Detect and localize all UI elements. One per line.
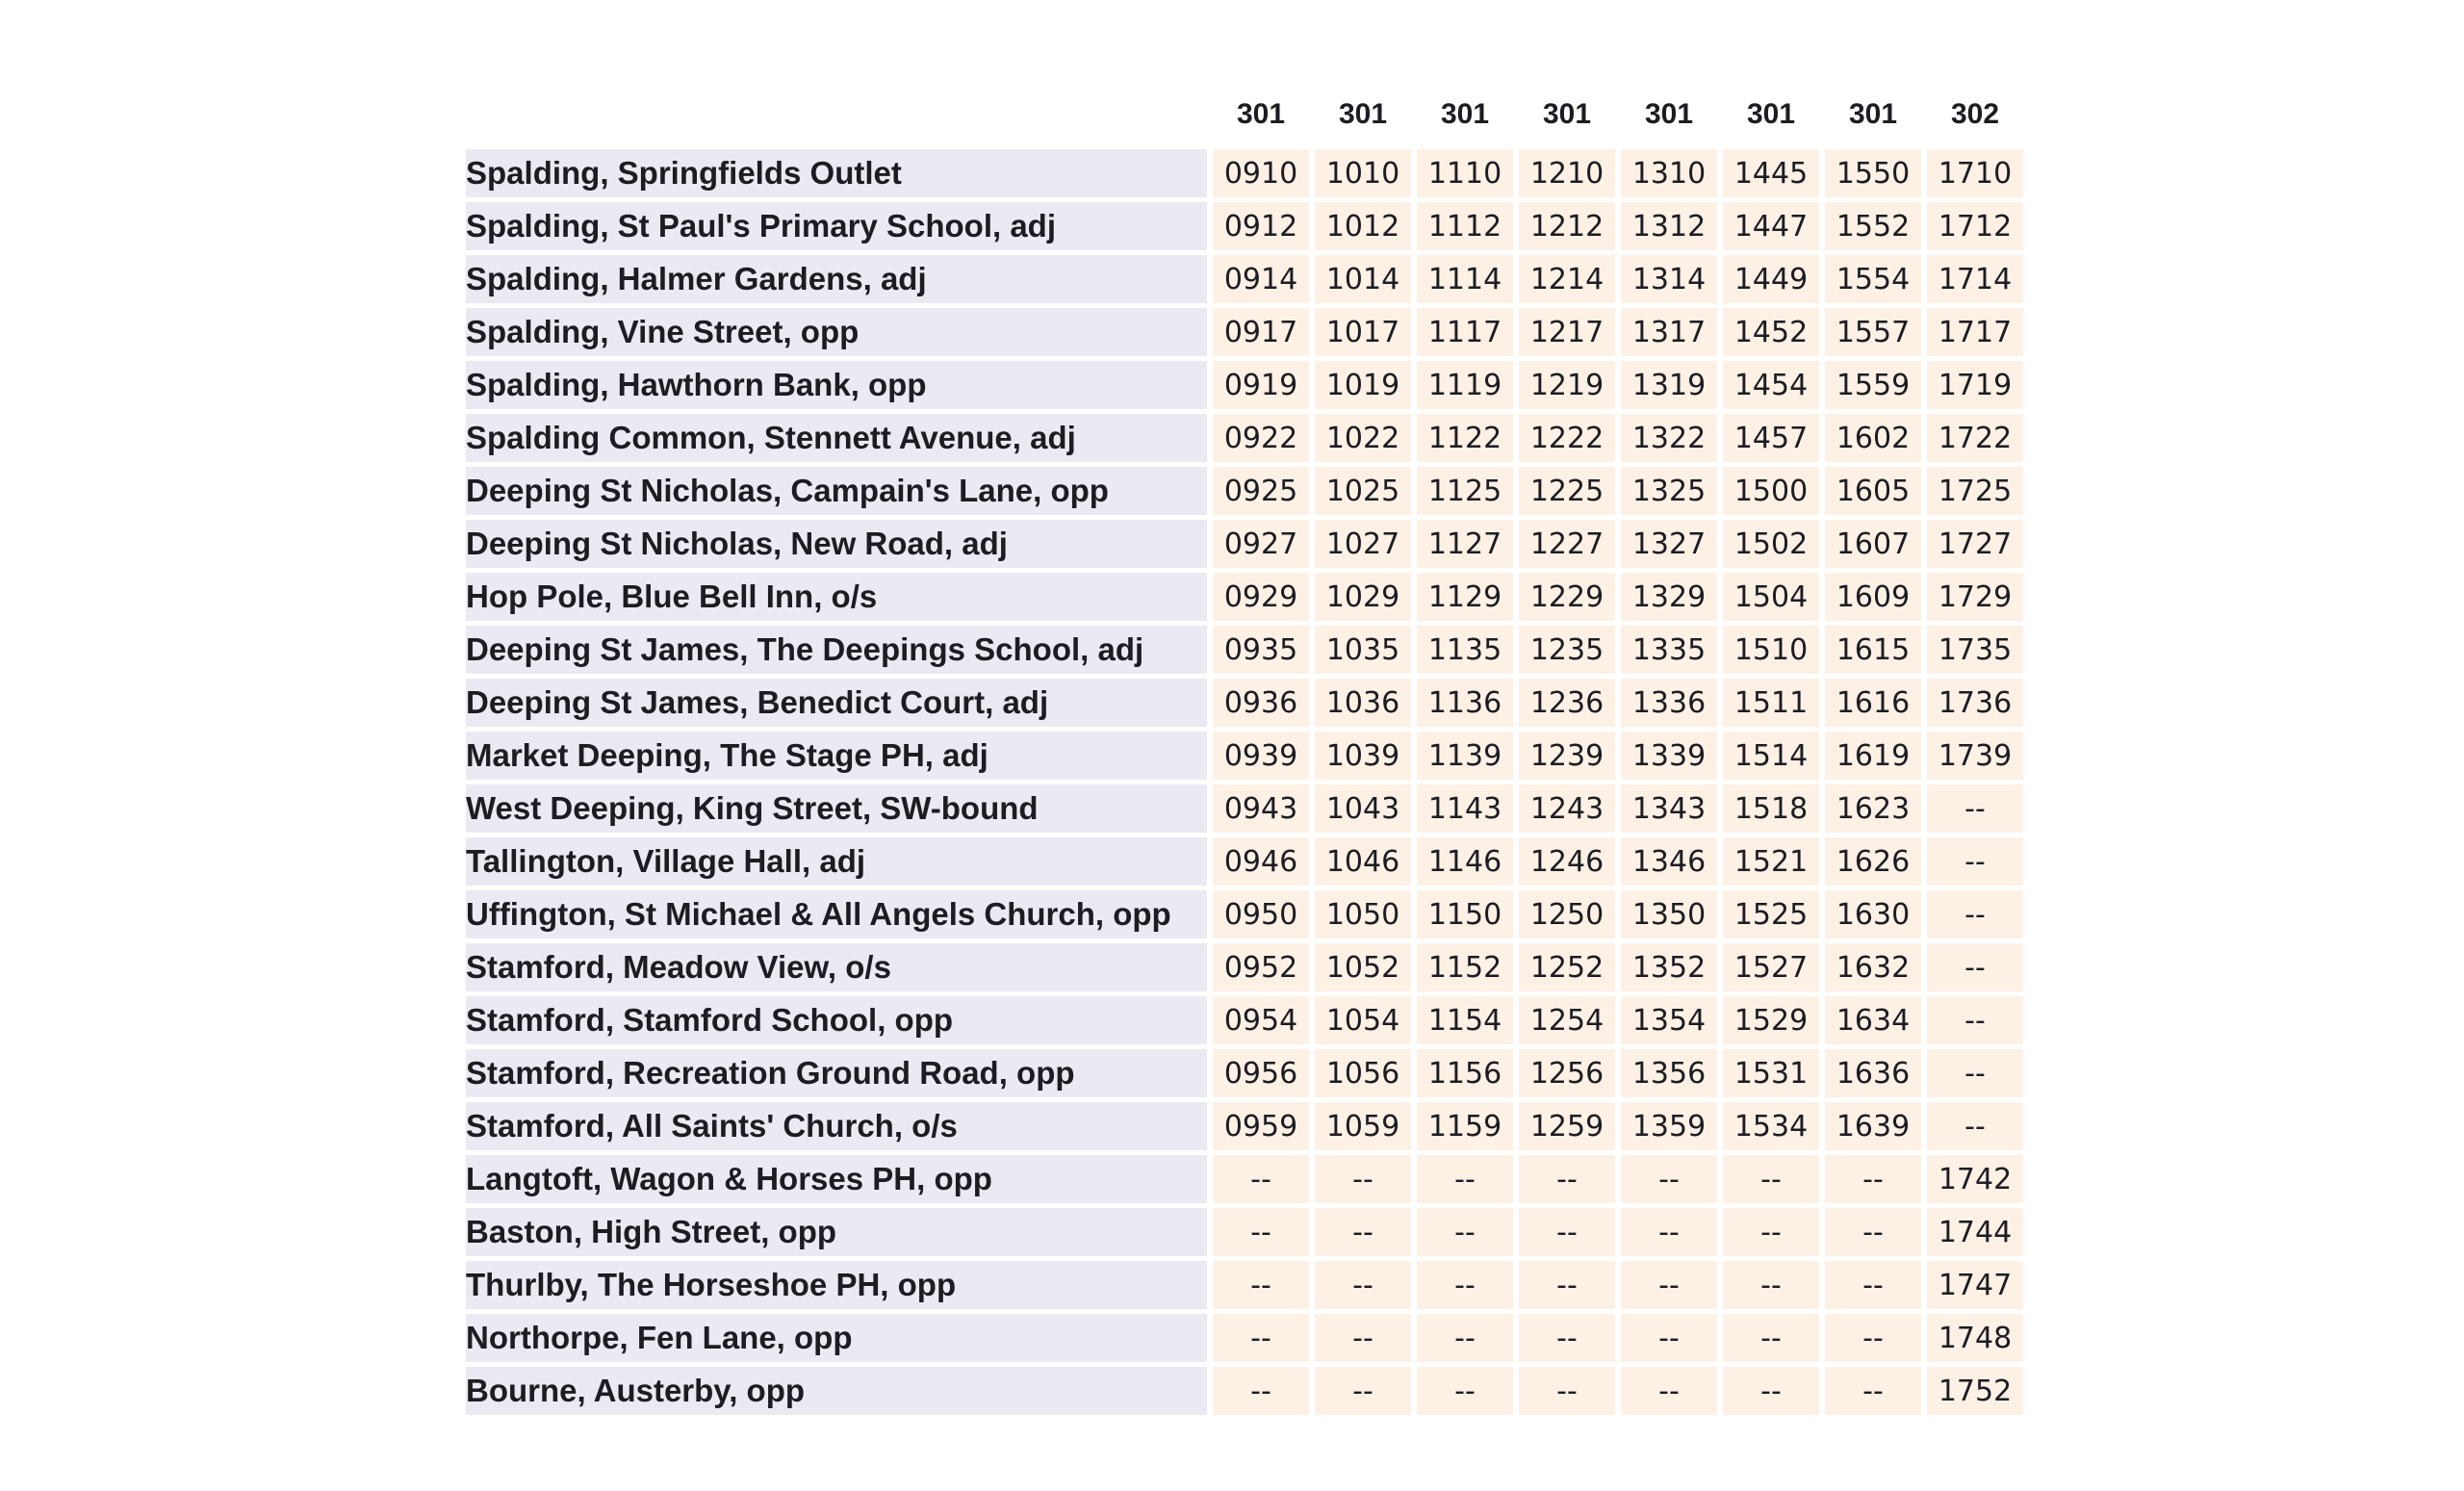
departure-time: 1550: [1825, 149, 1921, 197]
departure-time: 1335: [1621, 626, 1717, 674]
departure-time: 1146: [1417, 837, 1513, 886]
departure-time: 1246: [1519, 837, 1615, 886]
departure-time: 1136: [1417, 679, 1513, 727]
departure-time: 1356: [1621, 1049, 1717, 1097]
departure-time: --: [1723, 1261, 1819, 1309]
departure-time: 1514: [1723, 732, 1819, 780]
departure-time: 1214: [1519, 255, 1615, 303]
departure-time: 0912: [1213, 202, 1309, 250]
departure-time: --: [1519, 1261, 1615, 1309]
departure-time: 1127: [1417, 520, 1513, 568]
departure-time: 1639: [1825, 1102, 1921, 1150]
departure-time: --: [1417, 1367, 1513, 1415]
departure-time: --: [1825, 1314, 1921, 1362]
departure-time: 1510: [1723, 626, 1819, 674]
departure-time: --: [1315, 1261, 1411, 1309]
stop-name: Baston, High Street, opp: [466, 1208, 1207, 1256]
header-corner: [466, 85, 1207, 144]
departure-time: 1454: [1723, 361, 1819, 409]
departure-time: 0914: [1213, 255, 1309, 303]
departure-time: --: [1213, 1261, 1309, 1309]
departure-time: 1630: [1825, 890, 1921, 938]
stop-name: Market Deeping, The Stage PH, adj: [466, 732, 1207, 780]
departure-time: 1222: [1519, 414, 1615, 462]
departure-time: 1744: [1927, 1208, 2023, 1256]
departure-time: 0956: [1213, 1049, 1309, 1097]
departure-time: 0917: [1213, 308, 1309, 356]
departure-time: --: [1621, 1261, 1717, 1309]
departure-time: 1531: [1723, 1049, 1819, 1097]
departure-time: 1752: [1927, 1367, 2023, 1415]
departure-time: --: [1621, 1155, 1717, 1203]
stop-name: Spalding Common, Stennett Avenue, adj: [466, 414, 1207, 462]
departure-time: 1052: [1315, 943, 1411, 991]
departure-time: 1314: [1621, 255, 1717, 303]
stop-name: Bourne, Austerby, opp: [466, 1367, 1207, 1415]
departure-time: 0943: [1213, 784, 1309, 833]
departure-time: 1748: [1927, 1314, 2023, 1362]
departure-time: --: [1621, 1314, 1717, 1362]
departure-time: 0935: [1213, 626, 1309, 674]
departure-time: 1336: [1621, 679, 1717, 727]
departure-time: 1354: [1621, 996, 1717, 1044]
departure-time: --: [1315, 1314, 1411, 1362]
table-row: [466, 784, 2023, 833]
departure-time: 1022: [1315, 414, 1411, 462]
departure-time: 1636: [1825, 1049, 1921, 1097]
departure-time: 1714: [1927, 255, 2023, 303]
departure-time: --: [1315, 1208, 1411, 1256]
stop-name: Spalding, St Paul's Primary School, adj: [466, 202, 1207, 250]
table-row: [466, 1261, 2023, 1309]
table-row: [466, 626, 2023, 674]
departure-time: 1035: [1315, 626, 1411, 674]
table-row: [466, 361, 2023, 409]
departure-time: 1632: [1825, 943, 1921, 991]
departure-time: 0954: [1213, 996, 1309, 1044]
departure-time: 1552: [1825, 202, 1921, 250]
departure-time: 1139: [1417, 732, 1513, 780]
departure-time: 1615: [1825, 626, 1921, 674]
departure-time: 1554: [1825, 255, 1921, 303]
table-row: [466, 996, 2023, 1044]
departure-time: 1725: [1927, 467, 2023, 515]
route-number: 301: [1542, 98, 1592, 130]
departure-time: 1525: [1723, 890, 1819, 938]
route-number: 301: [1746, 98, 1796, 130]
departure-time: 1602: [1825, 414, 1921, 462]
departure-time: 1609: [1825, 573, 1921, 621]
departure-time: --: [1825, 1208, 1921, 1256]
departure-time: 1027: [1315, 520, 1411, 568]
departure-time: 1250: [1519, 890, 1615, 938]
departure-time: 1452: [1723, 308, 1819, 356]
departure-time: 1736: [1927, 679, 2023, 727]
departure-time: 1110: [1417, 149, 1513, 197]
departure-time: 1521: [1723, 837, 1819, 886]
departure-time: 1457: [1723, 414, 1819, 462]
departure-time: 1159: [1417, 1102, 1513, 1150]
departure-time: 1719: [1927, 361, 2023, 409]
departure-time: 1019: [1315, 361, 1411, 409]
table-row: [466, 1208, 2023, 1256]
departure-time: --: [1927, 1049, 2023, 1097]
departure-time: --: [1723, 1314, 1819, 1362]
departure-time: 1152: [1417, 943, 1513, 991]
departure-time: 1010: [1315, 149, 1411, 197]
table-row: [466, 679, 2023, 727]
departure-time: 1310: [1621, 149, 1717, 197]
departure-time: --: [1417, 1155, 1513, 1203]
departure-time: --: [1417, 1208, 1513, 1256]
route-number: 302: [1950, 98, 2000, 130]
departure-time: --: [1927, 784, 2023, 833]
departure-time: --: [1213, 1155, 1309, 1203]
stop-name: Spalding, Hawthorn Bank, opp: [466, 361, 1207, 409]
table-row: [466, 837, 2023, 886]
table-row: [466, 573, 2023, 621]
departure-time: 1017: [1315, 308, 1411, 356]
departure-time: 1339: [1621, 732, 1717, 780]
departure-time: 1154: [1417, 996, 1513, 1044]
departure-time: 1129: [1417, 573, 1513, 621]
stop-name: Thurlby, The Horseshoe PH, opp: [466, 1261, 1207, 1309]
departure-time: 0936: [1213, 679, 1309, 727]
table-row: [466, 308, 2023, 356]
departure-time: 1056: [1315, 1049, 1411, 1097]
departure-time: 1219: [1519, 361, 1615, 409]
departure-time: 1050: [1315, 890, 1411, 938]
departure-time: 1143: [1417, 784, 1513, 833]
departure-time: 0929: [1213, 573, 1309, 621]
departure-time: 1557: [1825, 308, 1921, 356]
departure-time: --: [1927, 996, 2023, 1044]
departure-time: 1122: [1417, 414, 1513, 462]
stop-name: West Deeping, King Street, SW-bound: [466, 784, 1207, 833]
departure-time: 1623: [1825, 784, 1921, 833]
departure-time: --: [1621, 1367, 1717, 1415]
departure-time: --: [1723, 1155, 1819, 1203]
departure-time: --: [1927, 943, 2023, 991]
departure-time: 0910: [1213, 149, 1309, 197]
departure-time: --: [1825, 1367, 1921, 1415]
departure-time: 1119: [1417, 361, 1513, 409]
departure-time: 1329: [1621, 573, 1717, 621]
table-row: [466, 1155, 2023, 1203]
route-number: 301: [1644, 98, 1694, 130]
stop-name: Langtoft, Wagon & Horses PH, opp: [466, 1155, 1207, 1203]
departure-time: 1722: [1927, 414, 2023, 462]
departure-time: --: [1213, 1367, 1309, 1415]
route-number-row: [466, 85, 2023, 144]
departure-time: 1346: [1621, 837, 1717, 886]
departure-time: 1447: [1723, 202, 1819, 250]
departure-time: 1502: [1723, 520, 1819, 568]
stop-name: Northorpe, Fen Lane, opp: [466, 1314, 1207, 1362]
departure-time: 1747: [1927, 1261, 2023, 1309]
stop-name: Deeping St James, The Deepings School, adj: [466, 626, 1207, 674]
departure-time: 1559: [1825, 361, 1921, 409]
departure-time: 1605: [1825, 467, 1921, 515]
departure-time: 0919: [1213, 361, 1309, 409]
stop-name: Deeping St Nicholas, New Road, adj: [466, 520, 1207, 568]
departure-time: --: [1519, 1155, 1615, 1203]
departure-time: 1039: [1315, 732, 1411, 780]
departure-time: --: [1213, 1208, 1309, 1256]
departure-time: --: [1927, 837, 2023, 886]
table-row: [466, 732, 2023, 780]
stop-name: Spalding, Halmer Gardens, adj: [466, 255, 1207, 303]
departure-time: 1012: [1315, 202, 1411, 250]
table-row: [466, 1314, 2023, 1362]
departure-time: 1229: [1519, 573, 1615, 621]
table-row: [466, 1049, 2023, 1097]
stop-name: Deeping St Nicholas, Campain's Lane, opp: [466, 467, 1207, 515]
departure-time: 0952: [1213, 943, 1309, 991]
departure-time: 1256: [1519, 1049, 1615, 1097]
departure-time: 1616: [1825, 679, 1921, 727]
table-row: [466, 1102, 2023, 1150]
departure-time: 1626: [1825, 837, 1921, 886]
departure-time: --: [1825, 1261, 1921, 1309]
departure-time: 1729: [1927, 573, 2023, 621]
departure-time: 0950: [1213, 890, 1309, 938]
departure-time: 1742: [1927, 1155, 2023, 1203]
departure-time: 1236: [1519, 679, 1615, 727]
table-row: [466, 149, 2023, 197]
stop-name: Stamford, Stamford School, opp: [466, 996, 1207, 1044]
bus-timetable: [460, 80, 2029, 1420]
departure-time: --: [1621, 1208, 1717, 1256]
table-row: [466, 414, 2023, 462]
departure-time: 1327: [1621, 520, 1717, 568]
departure-time: 1239: [1519, 732, 1615, 780]
departure-time: --: [1519, 1314, 1615, 1362]
stop-name: Tallington, Village Hall, adj: [466, 837, 1207, 886]
stop-name: Hop Pole, Blue Bell Inn, o/s: [466, 573, 1207, 621]
departure-time: 1243: [1519, 784, 1615, 833]
departure-time: 1710: [1927, 149, 2023, 197]
departure-time: 1325: [1621, 467, 1717, 515]
departure-time: 1036: [1315, 679, 1411, 727]
departure-time: 1322: [1621, 414, 1717, 462]
departure-time: 1112: [1417, 202, 1513, 250]
departure-time: 1607: [1825, 520, 1921, 568]
route-number: 301: [1440, 98, 1490, 130]
departure-time: --: [1315, 1367, 1411, 1415]
departure-time: 1054: [1315, 996, 1411, 1044]
departure-time: 1014: [1315, 255, 1411, 303]
departure-time: 0927: [1213, 520, 1309, 568]
departure-time: 1319: [1621, 361, 1717, 409]
departure-time: --: [1927, 1102, 2023, 1150]
departure-time: 1252: [1519, 943, 1615, 991]
table-row: [466, 520, 2023, 568]
departure-time: --: [1417, 1314, 1513, 1362]
departure-time: 0959: [1213, 1102, 1309, 1150]
departure-time: 1534: [1723, 1102, 1819, 1150]
route-number: 301: [1338, 98, 1388, 130]
departure-time: 0946: [1213, 837, 1309, 886]
departure-time: 1259: [1519, 1102, 1615, 1150]
stop-name: Stamford, All Saints' Church, o/s: [466, 1102, 1207, 1150]
departure-time: 1135: [1417, 626, 1513, 674]
departure-time: 1114: [1417, 255, 1513, 303]
table-row: [466, 467, 2023, 515]
departure-time: 1504: [1723, 573, 1819, 621]
departure-time: 1059: [1315, 1102, 1411, 1150]
departure-time: 1500: [1723, 467, 1819, 515]
departure-time: 0939: [1213, 732, 1309, 780]
departure-time: --: [1417, 1261, 1513, 1309]
departure-time: 1212: [1519, 202, 1615, 250]
table-row: [466, 1367, 2023, 1415]
departure-time: 1350: [1621, 890, 1717, 938]
departure-time: 1352: [1621, 943, 1717, 991]
departure-time: --: [1213, 1314, 1309, 1362]
route-number: 301: [1236, 98, 1286, 130]
departure-time: 1359: [1621, 1102, 1717, 1150]
departure-time: --: [1927, 890, 2023, 938]
departure-time: --: [1315, 1155, 1411, 1203]
departure-time: 1217: [1519, 308, 1615, 356]
departure-time: 1449: [1723, 255, 1819, 303]
timetable-header: [466, 85, 2023, 144]
departure-time: 1445: [1723, 149, 1819, 197]
departure-time: --: [1825, 1155, 1921, 1203]
departure-time: 1712: [1927, 202, 2023, 250]
stop-name: Deeping St James, Benedict Court, adj: [466, 679, 1207, 727]
departure-time: 1529: [1723, 996, 1819, 1044]
departure-time: 1227: [1519, 520, 1615, 568]
table-row: [466, 255, 2023, 303]
table-row: [466, 202, 2023, 250]
departure-time: 1117: [1417, 308, 1513, 356]
stop-name: Uffington, St Michael & All Angels Church, opp: [466, 890, 1207, 938]
departure-time: 1317: [1621, 308, 1717, 356]
departure-time: 1125: [1417, 467, 1513, 515]
departure-time: 1518: [1723, 784, 1819, 833]
departure-time: --: [1723, 1208, 1819, 1256]
route-number: 301: [1848, 98, 1898, 130]
departure-time: 1619: [1825, 732, 1921, 780]
departure-time: 1025: [1315, 467, 1411, 515]
departure-time: 1210: [1519, 149, 1615, 197]
departure-time: 1312: [1621, 202, 1717, 250]
stop-name: Spalding, Springfields Outlet: [466, 149, 1207, 197]
stop-name: Stamford, Recreation Ground Road, opp: [466, 1049, 1207, 1097]
departure-time: --: [1723, 1367, 1819, 1415]
departure-time: 1235: [1519, 626, 1615, 674]
departure-time: 1254: [1519, 996, 1615, 1044]
departure-time: 0925: [1213, 467, 1309, 515]
stop-name: Spalding, Vine Street, opp: [466, 308, 1207, 356]
stop-name: Stamford, Meadow View, o/s: [466, 943, 1207, 991]
departure-time: --: [1519, 1367, 1615, 1415]
departure-time: 1156: [1417, 1049, 1513, 1097]
table-row: [466, 890, 2023, 938]
departure-time: 1735: [1927, 626, 2023, 674]
departure-time: 1739: [1927, 732, 2023, 780]
departure-time: 1527: [1723, 943, 1819, 991]
departure-time: 1043: [1315, 784, 1411, 833]
departure-time: --: [1519, 1208, 1615, 1256]
departure-time: 1046: [1315, 837, 1411, 886]
departure-time: 1225: [1519, 467, 1615, 515]
departure-time: 1511: [1723, 679, 1819, 727]
departure-time: 1150: [1417, 890, 1513, 938]
departure-time: 1343: [1621, 784, 1717, 833]
departure-time: 1634: [1825, 996, 1921, 1044]
departure-time: 1029: [1315, 573, 1411, 621]
table-row: [466, 943, 2023, 991]
timetable-body: [466, 149, 2023, 1415]
departure-time: 0922: [1213, 414, 1309, 462]
departure-time: 1727: [1927, 520, 2023, 568]
departure-time: 1717: [1927, 308, 2023, 356]
